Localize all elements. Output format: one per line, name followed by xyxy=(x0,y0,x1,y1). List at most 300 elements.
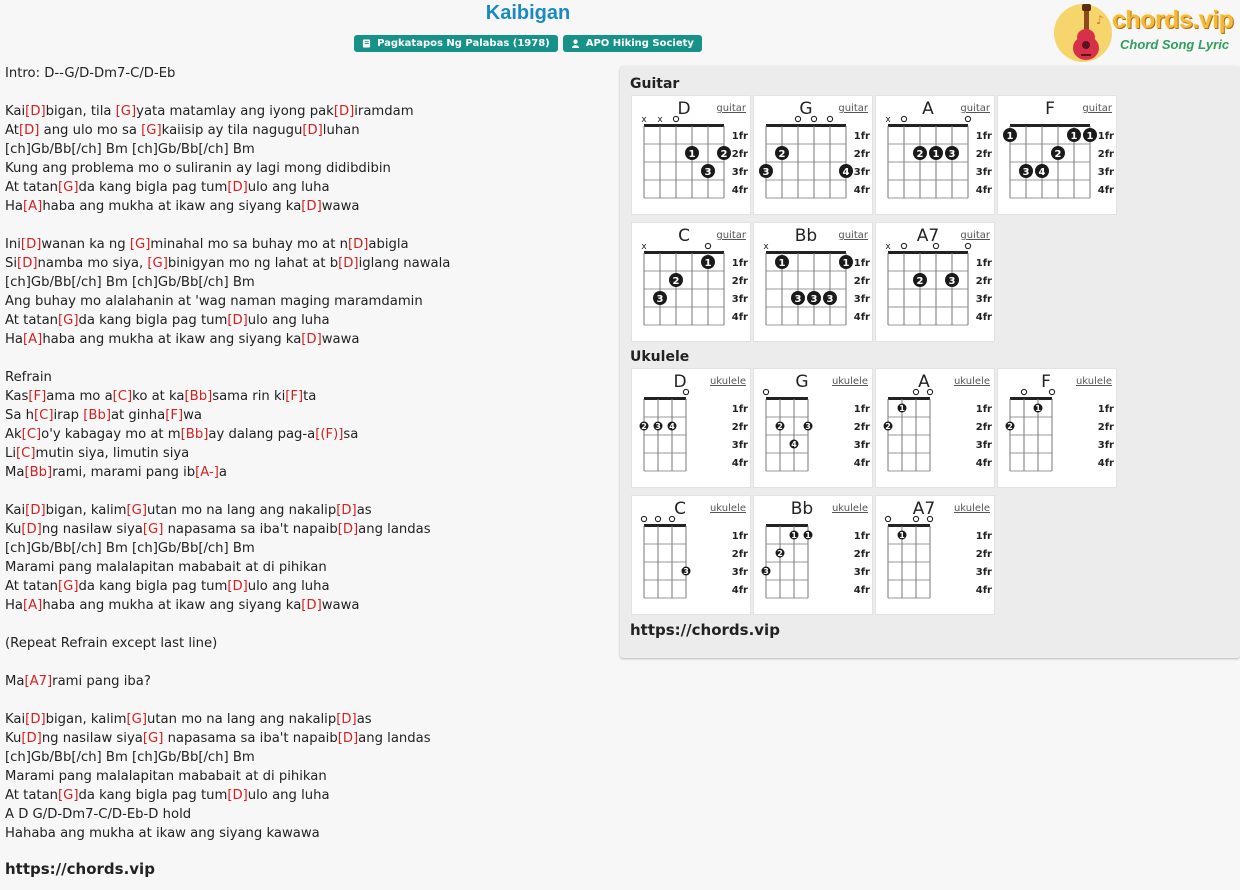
lyric-text: Marami pang malalapitan mababait at di pihikan xyxy=(5,560,327,575)
instrument-link: guitar xyxy=(716,230,746,241)
lyric-text: ulo ang luha xyxy=(247,313,330,328)
chord-title: A7 xyxy=(912,499,936,519)
finger-number: 2 xyxy=(1054,149,1062,160)
lyric-line xyxy=(5,330,605,349)
nut xyxy=(1010,124,1090,127)
open-string-mark xyxy=(965,243,970,248)
fret-number: 4fr xyxy=(731,458,748,469)
lyric-text: Hahaba ang mukha at ikaw ang siyang kawawa xyxy=(5,826,320,841)
chord-name[interactable]: [D] xyxy=(301,598,322,613)
lyric-text: Kung ang problema mo o suliranin ay lagi mong didibdibin xyxy=(5,161,391,176)
finger-number: 3 xyxy=(704,167,712,178)
fret-number: 3fr xyxy=(853,440,870,451)
lyric-text: rami, marami pang ib xyxy=(52,465,196,480)
lyric-text: [ch]Gb/Bb[/ch] xyxy=(131,750,229,765)
lyric-text: ng nasilaw siya xyxy=(41,522,143,537)
lyric-text: Ku xyxy=(5,522,22,537)
fret-number: 1fr xyxy=(731,258,748,269)
lyric-text: haba ang mukha at ikaw ang siyang ka xyxy=(42,199,302,214)
guitar-chord-diagram xyxy=(876,223,996,343)
lyric-text: haba ang mukha at ikaw ang siyang ka xyxy=(42,332,302,347)
open-string-mark xyxy=(913,389,918,394)
ukulele-chord-diagram xyxy=(876,369,996,489)
lyric-text: Ma xyxy=(5,465,25,480)
guitar-chord-diagram xyxy=(632,223,752,343)
lyric-text: as xyxy=(356,712,372,727)
chord-name[interactable]: [G] xyxy=(141,123,162,138)
lyric-text: rami pang iba? xyxy=(52,674,151,689)
artist-badge[interactable] xyxy=(563,35,702,52)
chord-name[interactable]: [G] xyxy=(126,503,148,518)
fret-number: 4fr xyxy=(853,585,870,596)
lyric-text: Bm xyxy=(228,275,255,290)
ukulele-chord-diagram xyxy=(632,369,752,489)
instrument-link: guitar xyxy=(1082,103,1112,114)
finger-number: 4 xyxy=(1038,167,1046,178)
lyric-line xyxy=(5,64,605,83)
lyric-text: [ch]Gb/Bb[/ch] xyxy=(5,541,102,556)
ukulele-section-heading: Ukulele xyxy=(630,349,690,365)
open-string-mark xyxy=(1049,389,1054,394)
instrument-link: guitar xyxy=(838,230,868,241)
chord-name[interactable]: [D] xyxy=(21,522,42,537)
nut xyxy=(888,251,968,254)
lyric-line xyxy=(5,577,605,596)
finger-number: 1 xyxy=(899,404,905,413)
lyric-text: irap xyxy=(53,408,84,423)
lyric-text: At tatan xyxy=(5,313,59,328)
lyric-line xyxy=(5,824,605,843)
chord-name[interactable]: [G] xyxy=(58,313,79,328)
fret-number: 1fr xyxy=(975,404,992,415)
finger-number: 3 xyxy=(826,294,834,305)
blank-line xyxy=(5,216,605,235)
fret-number: 4fr xyxy=(1097,185,1114,196)
chord-name[interactable]: [D] xyxy=(337,731,359,746)
lyric-text: bigan, kalim xyxy=(45,503,127,518)
fret-number: 1fr xyxy=(975,258,992,269)
chord-name[interactable]: [Bb] xyxy=(180,427,209,442)
lyric-text: minahal mo sa buhay mo at n xyxy=(150,237,348,252)
blank-line xyxy=(5,482,605,501)
guitar-chord-diagram xyxy=(998,96,1118,216)
fret-number: 3fr xyxy=(853,294,870,305)
chord-name[interactable]: [D] xyxy=(227,180,248,195)
lyric-text: Ha xyxy=(5,598,23,613)
guitar-chord-card[interactable] xyxy=(753,95,873,215)
ukulele-chord-card[interactable] xyxy=(997,368,1117,488)
lyric-text: [ch]Gb/Bb[/ch] xyxy=(131,275,229,290)
lyric-text: [ch]Gb/Bb[/ch] xyxy=(131,541,229,556)
lyric-text: wawa xyxy=(321,598,360,613)
finger-number: 1 xyxy=(688,149,696,160)
guitar-chord-card[interactable] xyxy=(875,222,995,342)
lyric-text: utan mo na lang ang nakalip xyxy=(147,503,337,518)
muted-string-mark: x xyxy=(885,242,891,252)
song-badges xyxy=(0,35,1056,52)
chord-name[interactable]: [F] xyxy=(165,408,184,423)
open-string-mark xyxy=(655,516,660,521)
fret-number: 2fr xyxy=(731,422,748,433)
lyric-line xyxy=(5,311,605,330)
chord-name[interactable]: [G] xyxy=(142,731,164,746)
chord-name[interactable]: [D] xyxy=(227,313,248,328)
lyric-line xyxy=(5,501,605,520)
fret-number: 1fr xyxy=(853,531,870,542)
fret-number: 2fr xyxy=(731,276,748,287)
fret-number: 1fr xyxy=(731,404,748,415)
blank-line xyxy=(5,83,605,102)
lyric-text: da kang bigla pag tum xyxy=(78,313,228,328)
lyric-text: At xyxy=(5,123,19,138)
guitar-chord-card[interactable] xyxy=(875,95,995,215)
lyric-text: Sa h xyxy=(5,408,35,423)
album-badge[interactable] xyxy=(354,35,558,52)
chord-name[interactable]: [C] xyxy=(112,389,133,404)
finger-number: 2 xyxy=(777,549,783,558)
lyric-line xyxy=(5,710,605,729)
chord-name[interactable]: [D] xyxy=(337,522,359,537)
footer-site-link[interactable]: https://chords.vip xyxy=(5,860,155,878)
lyric-text: napasama sa iba't napaib xyxy=(163,731,338,746)
muted-string-mark: x xyxy=(657,115,663,125)
song-title: Kaibigan xyxy=(485,2,571,24)
lyric-text: At tatan xyxy=(5,579,59,594)
lyric-text: ulo ang luha xyxy=(247,788,330,803)
lyric-text: Intro: D--G/D-Dm7-C/D-Eb xyxy=(5,66,176,81)
chord-name[interactable]: [A7] xyxy=(24,674,53,689)
fret-number: 1fr xyxy=(975,531,992,542)
lyric-text: a xyxy=(218,465,228,480)
finger-number: 2 xyxy=(672,276,680,287)
chord-name[interactable]: [D] xyxy=(301,199,322,214)
open-string-mark xyxy=(901,116,906,121)
lyric-text: Kai xyxy=(5,104,26,119)
fret-number: 2fr xyxy=(853,276,870,287)
ukulele-chord-diagram xyxy=(998,369,1118,489)
lyric-text: Si xyxy=(5,256,18,271)
logo-tagline: Chord Song Lyric xyxy=(1120,37,1230,52)
ukulele-chord-diagram xyxy=(876,496,996,616)
guitar-chord-card[interactable] xyxy=(631,222,751,342)
ukulele-chord-diagram xyxy=(754,369,874,489)
open-string-mark xyxy=(763,389,768,394)
lyric-text: Kas xyxy=(5,389,29,404)
finger-number: 2 xyxy=(885,422,891,431)
chord-name[interactable]: [D] xyxy=(21,731,42,746)
lyric-text: luhan xyxy=(322,123,360,138)
chord-name[interactable]: [C] xyxy=(16,446,36,461)
chord-name[interactable]: [Bb] xyxy=(24,465,53,480)
lyric-line xyxy=(5,368,605,387)
instrument-link: ukulele xyxy=(709,376,746,387)
chord-name[interactable]: [G] xyxy=(126,712,148,727)
fret-number: 4fr xyxy=(975,585,992,596)
lyric-text: Bm xyxy=(101,750,132,765)
chord-name[interactable]: [D] xyxy=(302,123,323,138)
finger-number: 1 xyxy=(1086,131,1094,142)
lyric-text: ko at ka xyxy=(132,389,185,404)
ukulele-chord-diagram xyxy=(754,496,874,616)
chord-name[interactable]: [G] xyxy=(58,180,79,195)
lyric-text: Bm xyxy=(228,541,255,556)
lyric-line xyxy=(5,558,605,577)
chord-title: F xyxy=(1041,372,1051,392)
guitar-chord-diagram xyxy=(632,96,752,216)
nut xyxy=(766,251,846,254)
fret-number: 4fr xyxy=(853,185,870,196)
finger-number: 1 xyxy=(805,531,811,540)
user-icon xyxy=(571,39,580,48)
lyric-text: A D G/D-Dm7-C/D-Eb-D hold xyxy=(5,807,192,822)
ukulele-chord-card[interactable] xyxy=(753,495,873,615)
lyric-text: wawa xyxy=(321,332,360,347)
lyric-line xyxy=(5,786,605,805)
lyric-text: ay dalang pag-a xyxy=(208,427,316,442)
fret-number: 3fr xyxy=(1097,440,1114,451)
lyric-line xyxy=(5,444,605,463)
finger-number: 2 xyxy=(916,276,924,287)
lyric-text: abigla xyxy=(368,237,409,252)
fret-number: 2fr xyxy=(975,276,992,287)
ukulele-chord-card[interactable] xyxy=(631,495,751,615)
chord-name[interactable]: [D] xyxy=(20,237,42,252)
fret-number: 3fr xyxy=(731,294,748,305)
lyric-text: Li xyxy=(5,446,17,461)
lyric-line xyxy=(5,596,605,615)
finger-number: 2 xyxy=(778,149,786,160)
chord-name[interactable]: [D] xyxy=(336,712,357,727)
lyric-text: Ma xyxy=(5,674,25,689)
lyric-text: Ku xyxy=(5,731,22,746)
panel-site-link[interactable]: https://chords.vip xyxy=(630,621,780,639)
ukulele-chord-card[interactable] xyxy=(875,495,995,615)
muted-string-mark: x xyxy=(763,242,769,252)
chord-name[interactable]: [D] xyxy=(227,579,248,594)
lyric-text: as xyxy=(356,503,372,518)
chord-name[interactable]: [D] xyxy=(25,503,46,518)
book-icon xyxy=(362,39,371,48)
fret-number: 4fr xyxy=(975,312,992,323)
ukulele-chord-card[interactable] xyxy=(875,368,995,488)
open-string-mark xyxy=(673,116,678,121)
nut xyxy=(888,397,930,400)
chord-title: D xyxy=(673,372,687,392)
open-string-mark xyxy=(641,516,646,521)
chord-title: A7 xyxy=(916,226,940,246)
finger-number: 3 xyxy=(655,422,661,431)
chord-name[interactable]: [G] xyxy=(115,104,137,119)
chord-name[interactable]: [D] xyxy=(336,503,357,518)
guitar-chord-card[interactable] xyxy=(753,222,873,342)
nut xyxy=(1010,397,1052,400)
chord-name[interactable]: [D] xyxy=(338,256,359,271)
chord-name[interactable]: [Bb] xyxy=(83,408,111,423)
fret-number: 4fr xyxy=(1097,458,1114,469)
lyric-line xyxy=(5,140,605,159)
fret-number: 4fr xyxy=(853,312,870,323)
finger-number: 1 xyxy=(1070,131,1078,142)
lyric-line xyxy=(5,254,605,273)
lyric-text: kaiisip ay tila nagugu xyxy=(161,123,303,138)
chord-name[interactable]: [D] xyxy=(25,104,46,119)
chord-name[interactable]: [A] xyxy=(23,199,43,214)
fret-number: 2fr xyxy=(1097,422,1114,433)
lyric-line xyxy=(5,235,605,254)
lyric-line xyxy=(5,672,605,691)
finger-number: 4 xyxy=(842,167,850,178)
ukulele-chord-card[interactable] xyxy=(631,368,751,488)
chord-name[interactable]: [D] xyxy=(301,332,322,347)
finger-number: 3 xyxy=(948,149,956,160)
lyric-line xyxy=(5,292,605,311)
lyric-text: [ch]Gb/Bb[/ch] xyxy=(5,750,102,765)
lyric-text: Kai xyxy=(5,503,26,518)
lyric-line xyxy=(5,406,605,425)
site-logo[interactable] xyxy=(1054,2,1234,64)
lyric-text: da kang bigla pag tum xyxy=(78,788,228,803)
fret-number: 2fr xyxy=(975,422,992,433)
finger-number: 2 xyxy=(1007,422,1013,431)
fret-number: 4fr xyxy=(975,458,992,469)
lyric-text: bigan, tila xyxy=(45,104,116,119)
lyric-text: Bm xyxy=(228,750,255,765)
guitar-chord-card[interactable] xyxy=(997,95,1117,215)
guitar-chord-card[interactable] xyxy=(631,95,751,215)
instrument-link: guitar xyxy=(838,103,868,114)
chord-title: C xyxy=(674,499,686,519)
open-string-mark xyxy=(705,243,710,248)
lyric-line xyxy=(5,178,605,197)
fret-number: 3fr xyxy=(731,167,748,178)
instrument-link: ukulele xyxy=(953,376,990,387)
open-string-mark xyxy=(885,516,890,521)
open-string-mark xyxy=(669,516,674,521)
open-string-mark xyxy=(827,116,832,121)
lyric-line xyxy=(5,387,605,406)
finger-number: 2 xyxy=(720,149,728,160)
fret-number: 4fr xyxy=(853,458,870,469)
lyric-text: bigan, kalim xyxy=(45,712,127,727)
chord-name[interactable]: [(F)] xyxy=(315,427,344,442)
lyric-text: da kang bigla pag tum xyxy=(78,579,228,594)
lyric-text: at ginha xyxy=(110,408,166,423)
fret-number: 2fr xyxy=(853,549,870,560)
open-string-mark xyxy=(927,389,932,394)
lyric-text: sama rin ki xyxy=(212,389,286,404)
chord-name[interactable]: [G] xyxy=(58,579,79,594)
lyric-text: haba ang mukha at ikaw ang siyang ka xyxy=(42,598,302,613)
muted-string-mark: x xyxy=(641,242,647,252)
finger-number: 4 xyxy=(791,440,797,449)
fret-number: 1fr xyxy=(975,131,992,142)
lyric-line xyxy=(5,539,605,558)
fret-number: 1fr xyxy=(731,531,748,542)
fret-number: 4fr xyxy=(731,312,748,323)
chord-name[interactable]: [G] xyxy=(58,788,79,803)
lyric-text: Bm xyxy=(101,275,132,290)
open-string-mark xyxy=(965,116,970,121)
fret-number: 2fr xyxy=(731,549,748,560)
chord-name[interactable]: [G] xyxy=(147,256,168,271)
fret-number: 3fr xyxy=(853,567,870,578)
fret-number: 3fr xyxy=(975,567,992,578)
nut xyxy=(644,524,686,527)
lyric-text: yata matamlay ang iyong pak xyxy=(136,104,334,119)
lyrics-sheet xyxy=(5,64,605,843)
finger-number: 3 xyxy=(763,567,769,576)
chord-name[interactable]: [F] xyxy=(28,389,47,404)
lyric-text: ng nasilaw siya xyxy=(41,731,143,746)
nut xyxy=(644,124,724,127)
muted-string-mark: x xyxy=(885,115,891,125)
open-string-mark xyxy=(1021,389,1026,394)
chord-name[interactable]: [C] xyxy=(34,408,54,423)
chord-name[interactable]: [C] xyxy=(21,427,42,442)
lyric-line xyxy=(5,463,605,482)
chord-name[interactable]: [D] xyxy=(25,712,46,727)
chord-name[interactable]: [A] xyxy=(23,598,43,613)
chord-name[interactable]: [A-] xyxy=(195,465,219,480)
ukulele-chord-card[interactable] xyxy=(753,368,873,488)
instrument-link: guitar xyxy=(716,103,746,114)
finger-number: 1 xyxy=(1006,131,1014,142)
chord-name[interactable]: [D] xyxy=(18,123,40,138)
chord-name[interactable]: [D] xyxy=(17,256,38,271)
lyric-text: Marami pang malalapitan mababait at di pihikan xyxy=(5,769,327,784)
fret-number: 1fr xyxy=(853,258,870,269)
instrument-link: ukulele xyxy=(1075,376,1112,387)
lyric-line xyxy=(5,634,605,653)
chord-diagrams-panel xyxy=(620,66,1240,658)
chord-name[interactable]: [D] xyxy=(347,237,369,252)
lyric-line xyxy=(5,729,605,748)
finger-number: 3 xyxy=(656,294,664,305)
chord-name[interactable]: [G] xyxy=(142,522,164,537)
lyric-text: wawa xyxy=(321,199,360,214)
chord-name[interactable]: [G] xyxy=(129,237,151,252)
chord-title: Bb xyxy=(794,226,818,246)
lyric-text: o'y kabagay mo at m xyxy=(41,427,181,442)
lyric-text: Ha xyxy=(5,199,23,214)
chord-name[interactable]: [A] xyxy=(23,332,43,347)
instrument-link: guitar xyxy=(960,103,990,114)
guitar-icon xyxy=(1058,4,1112,64)
finger-number: 4 xyxy=(669,422,675,431)
finger-number: 3 xyxy=(762,167,770,178)
lyric-text: At tatan xyxy=(5,788,59,803)
fret-number: 1fr xyxy=(1097,131,1114,142)
nut xyxy=(766,124,846,127)
chord-name[interactable]: [F] xyxy=(285,389,304,404)
fret-number: 2fr xyxy=(975,149,992,160)
finger-number: 3 xyxy=(794,294,802,305)
finger-number: 1 xyxy=(778,258,786,269)
finger-number: 3 xyxy=(1022,167,1030,178)
lyric-line xyxy=(5,102,605,121)
lyric-text: da kang bigla pag tum xyxy=(78,180,228,195)
fret-number: 3fr xyxy=(975,294,992,305)
lyric-text: [ch]Gb/Bb[/ch] xyxy=(131,142,229,157)
chord-name[interactable]: [Bb] xyxy=(184,389,213,404)
chord-name[interactable]: [D] xyxy=(333,104,355,119)
fret-number: 2fr xyxy=(853,422,870,433)
lyric-text: Refrain xyxy=(5,370,52,385)
chord-name[interactable]: [D] xyxy=(227,788,248,803)
lyric-text: Bm xyxy=(101,541,132,556)
lyric-text: binigyan mo ng lahat at b xyxy=(167,256,339,271)
lyric-text: Ha xyxy=(5,332,23,347)
